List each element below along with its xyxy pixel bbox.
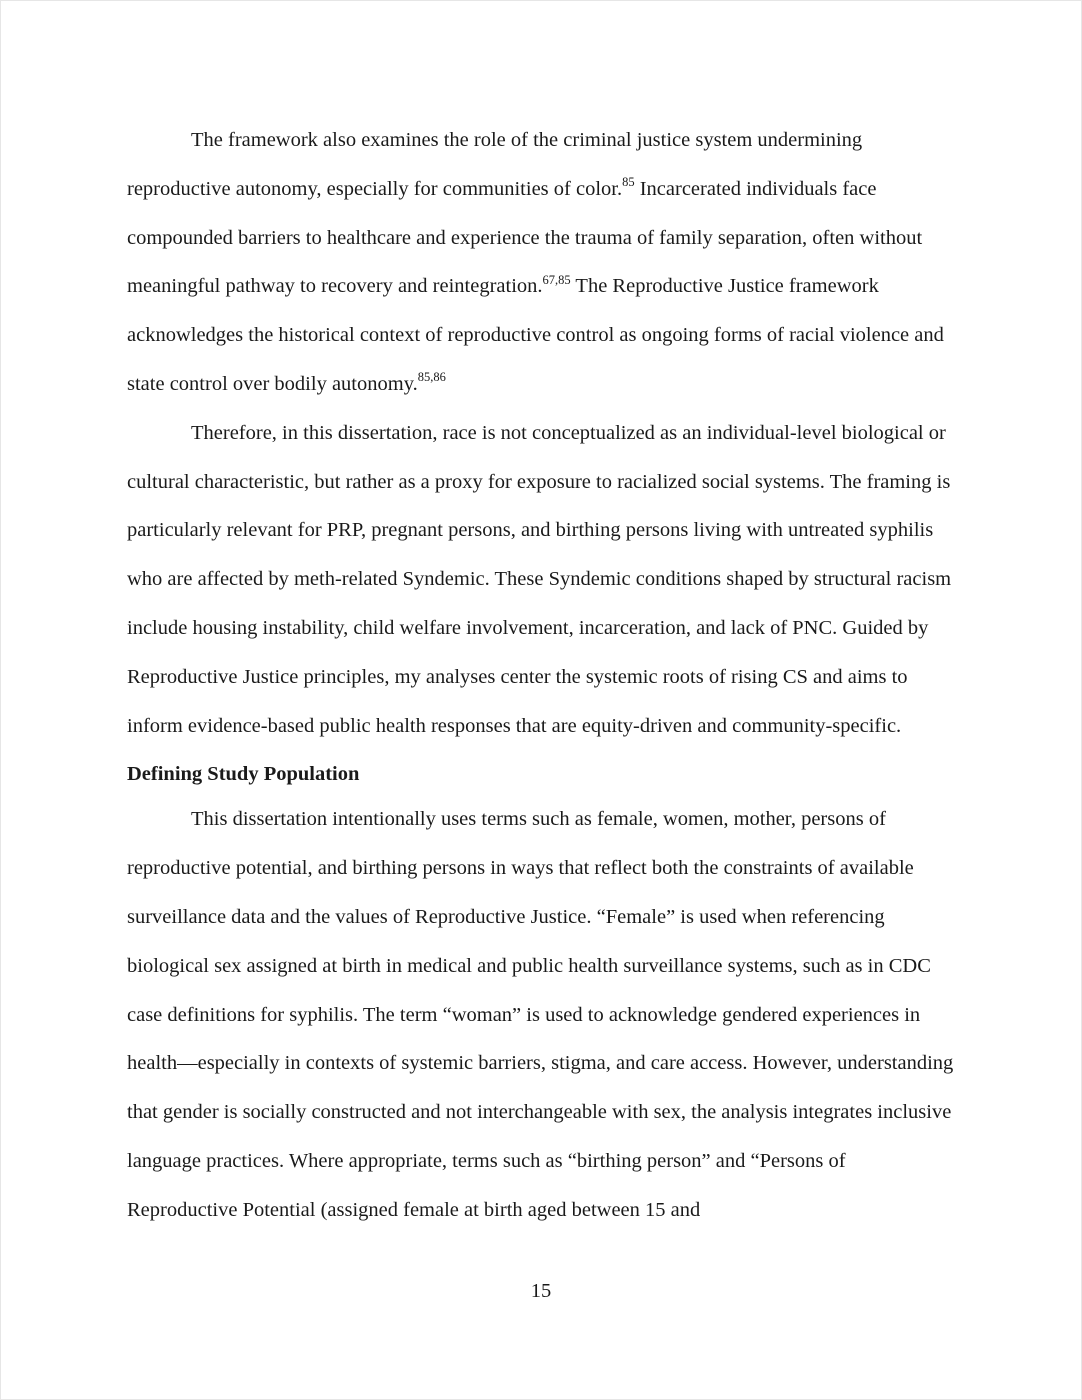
paragraph-terminology: This dissertation intentionally uses terms such as female, women, mother, persons of reproductive potential, and birthing persons in ways that reflect both the constraints of available surveillance data and the values of Reproductive Justice. “Female” is used when referencing biological sex assigned at birth in medical and public health surveillance systems, such as in CDC case definitions for syphilis. The term “woman” is used to acknowledge gendered experiences in health—especially in contexts of systemic barriers, stigma, and care access. However, understanding that gender is socially constructed and not interchangeable with sex, the analysis integrates inclusive language practices. Where appropriate, terms such as “birthing person” and “Persons of Reproductive Potential (assigned female at birth aged between 15 and	[127, 808, 954, 1221]
paragraph-race-framing	[127, 409, 955, 751]
paragraph-2-text: Therefore, in this dissertation, race is not conceptualized as an individual-level biological or cultural characteristic, but rather as a proxy for exposure to racialized social systems. The framing is particularly relevant for PRP, pregnant persons, and birthing persons living with untreated syphilis who are affected by meth-related Syndemic. These Syndemic conditions shaped by structural racism include housing instability, child welfare involvement, incarceration, and lack of PNC. Guided by Reproductive Justice principles, my analyses center the systemic roots of rising CS and aims to inform evidence-based public health responses that are equity-driven and community-specific.	[127, 421, 952, 737]
paragraph-1-text-c: The Reproductive Justice framework acknowledges the historical context of reproductive control as ongoing forms of racial violence and state control over bodily autonomy.	[127, 275, 944, 395]
paragraph-criminal-justice	[127, 116, 955, 409]
page-number: 15	[530, 1280, 552, 1302]
page-body	[127, 116, 955, 1235]
citation-superscript: 85,86	[417, 370, 446, 385]
paragraph-1-text-b: Incarcerated individuals face compounded barriers to healthcare and experience the trauma of family separation, often without meaningful pathway to recovery and reintegration.	[127, 177, 923, 298]
citation-superscript: 67,85	[542, 272, 571, 287]
section-heading: Defining Study Population	[127, 763, 360, 786]
paragraph-1-text-a: The framework also examines the role of the criminal justice system undermining reproductive autonomy, especially for communities of color.	[127, 129, 863, 200]
citation-superscript: 85	[622, 174, 635, 189]
